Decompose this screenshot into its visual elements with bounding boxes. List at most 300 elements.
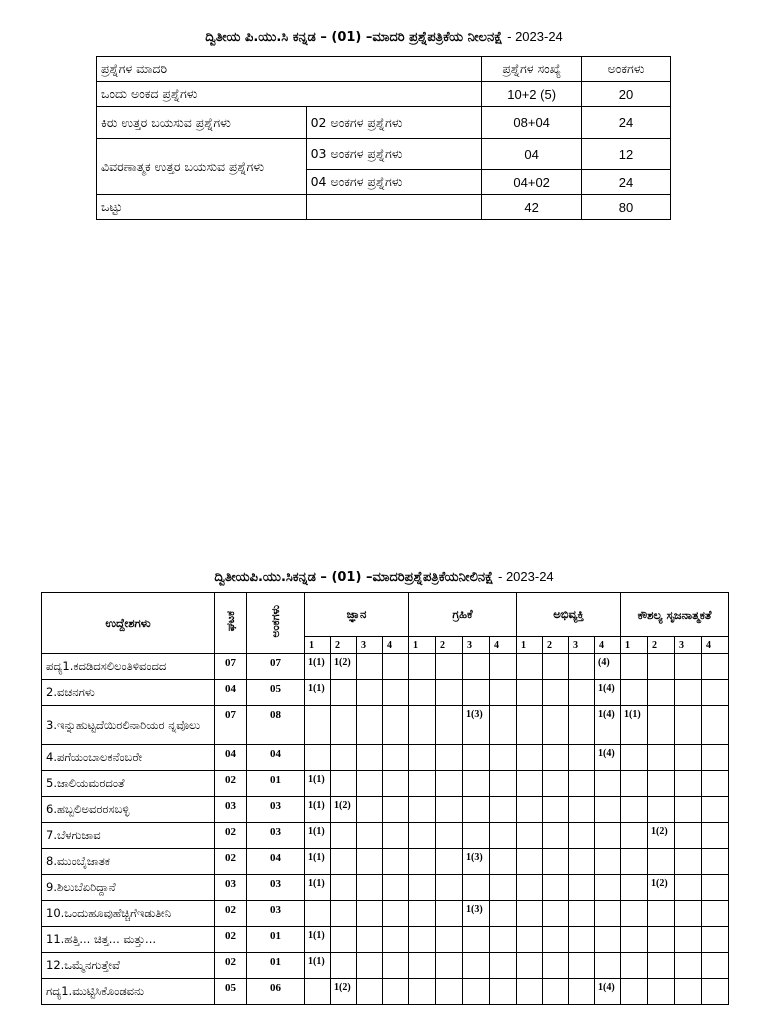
mark-cell	[436, 979, 463, 1005]
mark-cell: 1(1)	[621, 706, 648, 745]
mark-cell	[543, 654, 569, 680]
mark-cell	[675, 680, 702, 706]
marks-count: 03	[247, 875, 305, 901]
header-objectives: ಉದ್ದೇಶಗಳು	[42, 593, 215, 654]
blueprint-table	[41, 592, 729, 1005]
mark-cell	[675, 901, 702, 927]
mark-cell	[331, 680, 357, 706]
mark-cell	[569, 979, 595, 1005]
table-row	[97, 139, 671, 170]
unit-count: 02	[215, 771, 247, 797]
mark-cell	[595, 823, 621, 849]
mark-cell	[569, 875, 595, 901]
total-marks: 80	[582, 195, 671, 220]
mark-cell	[331, 927, 357, 953]
marks-count: 06	[247, 979, 305, 1005]
mark-cell	[648, 654, 675, 680]
subcolumn-header: 1	[517, 637, 543, 654]
mark-cell	[383, 797, 409, 823]
header-units: ಘಟಕ	[224, 611, 237, 632]
mark-cell	[331, 901, 357, 927]
lesson-name: 2.ವಚನಗಳು	[42, 680, 215, 706]
mark-cell: (4)	[595, 654, 621, 680]
mark-cell	[436, 771, 463, 797]
mark-cell	[543, 979, 569, 1005]
mark-cell: 1(1)	[305, 797, 331, 823]
marks-count: 04	[247, 745, 305, 771]
mark-cell	[436, 953, 463, 979]
mark-cell	[569, 901, 595, 927]
mark-cell	[463, 953, 490, 979]
mark-cell	[621, 875, 648, 901]
mark-cell	[569, 706, 595, 745]
mark-cell	[463, 654, 490, 680]
mark-cell	[621, 927, 648, 953]
subcolumn-header: 3	[675, 637, 702, 654]
lesson-name: 10.ಒಂದುಹೂವುಹೆಚ್ಚಿಗೆಇಡುತೀನಿ	[42, 901, 215, 927]
mark-cell	[543, 797, 569, 823]
mark-cell	[517, 654, 543, 680]
mark-cell	[357, 745, 383, 771]
mark-cell	[490, 901, 517, 927]
question-type: ಒಂದು ಅಂಕದ ಪ್ರಶ್ನೆಗಳು	[97, 82, 482, 107]
mark-cell	[409, 927, 436, 953]
mark-cell: 1(1)	[305, 823, 331, 849]
table-row	[42, 797, 729, 823]
mark-cell	[463, 875, 490, 901]
mark-cell	[702, 979, 729, 1005]
mark-cell	[675, 979, 702, 1005]
mark-cell	[463, 927, 490, 953]
mark-cell	[702, 654, 729, 680]
mark-cell	[409, 771, 436, 797]
mark-cell	[648, 953, 675, 979]
mark-cell	[357, 654, 383, 680]
mark-cell: 1(3)	[463, 901, 490, 927]
mark-cell: 1(4)	[595, 979, 621, 1005]
unit-count: 02	[215, 927, 247, 953]
mark-cell	[357, 927, 383, 953]
mark-cell	[409, 823, 436, 849]
mark-cell	[409, 875, 436, 901]
table-row	[42, 680, 729, 706]
mark-cell	[436, 706, 463, 745]
mark-cell	[436, 875, 463, 901]
unit-count: 05	[215, 979, 247, 1005]
mark-cell	[648, 927, 675, 953]
subcolumn-header: 4	[595, 637, 621, 654]
mark-cell	[517, 901, 543, 927]
mark-cell	[383, 654, 409, 680]
mark-cell	[463, 680, 490, 706]
mark-cell	[675, 953, 702, 979]
mark-cell	[357, 771, 383, 797]
marks-count: 08	[247, 706, 305, 745]
mark-cell	[648, 745, 675, 771]
mark-cell	[517, 771, 543, 797]
mark-cell: 1(4)	[595, 680, 621, 706]
mark-cell	[569, 849, 595, 875]
unit-count: 02	[215, 901, 247, 927]
table-row	[97, 107, 671, 139]
mark-cell	[436, 849, 463, 875]
mark-cell	[490, 979, 517, 1005]
mark-cell	[517, 927, 543, 953]
mark-cell	[490, 875, 517, 901]
mark-cell	[463, 745, 490, 771]
header-understanding: ಗ್ರಹಿಕೆ	[409, 593, 517, 637]
mark-cell	[543, 771, 569, 797]
mark-cell	[543, 823, 569, 849]
blueprint-year: - 2023-24	[498, 569, 554, 584]
marks-count: 04	[247, 849, 305, 875]
mark-cell	[490, 680, 517, 706]
mark-cell	[543, 927, 569, 953]
mark-cell	[702, 901, 729, 927]
unit-count: 02	[215, 953, 247, 979]
mark-cell	[383, 927, 409, 953]
question-type: ಕಿರು ಉತ್ತರ ಬಯಸುವ ಪ್ರಶ್ನೆಗಳು	[97, 107, 307, 139]
marks-count: 07	[247, 654, 305, 680]
header-question-count: ಪ್ರಶ್ನೆಗಳ ಸಂಖ್ಯೆ	[482, 57, 582, 82]
mark-cell	[383, 953, 409, 979]
marks-count: 03	[247, 901, 305, 927]
mark-cell	[543, 849, 569, 875]
mark-cell: 1(1)	[305, 953, 331, 979]
mark-cell	[702, 771, 729, 797]
mark-cell	[383, 979, 409, 1005]
subcolumn-header: 3	[357, 637, 383, 654]
mark-cell	[517, 706, 543, 745]
table-row	[42, 979, 729, 1005]
mark-cell	[621, 953, 648, 979]
mark-cell	[569, 797, 595, 823]
mark-cell	[490, 706, 517, 745]
header-expression: ಅಭಿವ್ಯಕ್ತಿ	[517, 593, 621, 637]
mark-cell	[331, 953, 357, 979]
marks-value: 24	[582, 170, 671, 195]
table-row	[42, 849, 729, 875]
unit-count: 07	[215, 706, 247, 745]
mark-cell	[517, 953, 543, 979]
question-count: 08+04	[482, 107, 582, 139]
unit-count: 07	[215, 654, 247, 680]
mark-cell	[357, 797, 383, 823]
mark-cell	[331, 771, 357, 797]
mark-cell	[648, 680, 675, 706]
total-count: 42	[482, 195, 582, 220]
marks-count: 03	[247, 823, 305, 849]
mark-cell	[702, 797, 729, 823]
mark-cell	[675, 654, 702, 680]
mark-cell	[490, 953, 517, 979]
total-label: ಒಟ್ಟು	[97, 195, 307, 220]
mark-cell	[621, 849, 648, 875]
mark-cell	[490, 823, 517, 849]
mark-cell	[357, 875, 383, 901]
mark-cell	[383, 680, 409, 706]
mark-cell	[409, 953, 436, 979]
question-summary-table	[96, 56, 671, 220]
mark-cell	[569, 927, 595, 953]
unit-count: 03	[215, 875, 247, 901]
lesson-name: 11.ಹತ್ತಿ... ಚಿತ್ತ... ಮತ್ತು...	[42, 927, 215, 953]
mark-cell: 1(2)	[331, 797, 357, 823]
mark-cell	[675, 797, 702, 823]
lesson-name: 9.ಶಿಲುಬೆಏರಿದ್ದಾನೆ	[42, 875, 215, 901]
unit-count: 04	[215, 745, 247, 771]
mark-cell	[675, 875, 702, 901]
table-row	[42, 901, 729, 927]
mark-cell	[543, 953, 569, 979]
mark-cell	[675, 706, 702, 745]
mark-cell	[305, 745, 331, 771]
mark-cell	[595, 875, 621, 901]
marks-count: 01	[247, 771, 305, 797]
table-total-row	[97, 195, 671, 220]
table-row	[42, 654, 729, 680]
table-row	[42, 875, 729, 901]
mark-cell: 1(1)	[305, 771, 331, 797]
marks-count: 03	[247, 797, 305, 823]
mark-cell	[331, 706, 357, 745]
lesson-name: 5.ಜಾಲಿಯಮರದಂತೆ	[42, 771, 215, 797]
mark-cell	[436, 654, 463, 680]
mark-cell	[409, 979, 436, 1005]
table-header-row	[97, 57, 671, 82]
mark-cell	[702, 875, 729, 901]
mark-cell	[383, 823, 409, 849]
summary-title: ದ್ವಿತೀಯ ಪಿ.ಯು.ಸಿ ಕನ್ನಡ – (01) –ಮಾದರಿ ಪ್ರಶ್ನೆಪತ್ರಿಕೆಯ ನೀಲನಕ್ಷೆ - 2023-24	[205, 29, 563, 45]
mark-cell	[675, 745, 702, 771]
mark-cell	[543, 745, 569, 771]
marks-value: 20	[582, 82, 671, 107]
marks-count: 01	[247, 927, 305, 953]
mark-cell	[357, 849, 383, 875]
mark-cell	[702, 953, 729, 979]
subcolumn-header: 4	[702, 637, 729, 654]
mark-cell	[569, 680, 595, 706]
mark-cell	[702, 849, 729, 875]
mark-cell	[517, 680, 543, 706]
mark-cell	[305, 979, 331, 1005]
header-question-type: ಪ್ರಶ್ನೆಗಳ ಮಾದರಿ	[97, 57, 482, 82]
mark-cell	[595, 927, 621, 953]
mark-cell	[517, 849, 543, 875]
mark-cell: 1(2)	[331, 979, 357, 1005]
unit-count: 04	[215, 680, 247, 706]
mark-cell	[543, 901, 569, 927]
subcolumn-header: 1	[305, 637, 331, 654]
mark-cell: 1(2)	[648, 875, 675, 901]
mark-cell	[648, 979, 675, 1005]
mark-cell	[331, 823, 357, 849]
mark-cell	[357, 823, 383, 849]
lesson-name: 12.ಒಮ್ಮೆನಗುತ್ತೇವೆ	[42, 953, 215, 979]
mark-cell	[621, 654, 648, 680]
unit-count: 02	[215, 849, 247, 875]
mark-cell	[621, 979, 648, 1005]
mark-cell	[409, 901, 436, 927]
mark-cell	[436, 823, 463, 849]
mark-cell	[621, 823, 648, 849]
mark-cell	[675, 823, 702, 849]
subcolumn-header: 1	[621, 637, 648, 654]
mark-cell	[621, 771, 648, 797]
mark-cell	[305, 706, 331, 745]
question-count: 04+02	[482, 170, 582, 195]
mark-cell	[436, 745, 463, 771]
mark-cell	[569, 953, 595, 979]
lesson-name: ಗದ್ಯ1.ಮುಟ್ಟಿಸಿಕೊಂಡವನು	[42, 979, 215, 1005]
mark-cell	[409, 745, 436, 771]
table-row	[42, 953, 729, 979]
mark-cell	[409, 680, 436, 706]
mark-cell	[517, 979, 543, 1005]
mark-cell	[543, 680, 569, 706]
marks-count: 05	[247, 680, 305, 706]
mark-cell	[517, 745, 543, 771]
subcolumn-header: 1	[409, 637, 436, 654]
mark-cell	[305, 901, 331, 927]
mark-cell	[648, 771, 675, 797]
question-subtype: 03 ಅಂಕಗಳ ಪ್ರಶ್ನೆಗಳು	[306, 139, 482, 170]
mark-cell: 1(1)	[305, 680, 331, 706]
mark-cell	[569, 745, 595, 771]
marks-value: 12	[582, 139, 671, 170]
lesson-name: 8.ಮುಂಬೈಜಾತಕ	[42, 849, 215, 875]
mark-cell	[383, 706, 409, 745]
mark-cell	[595, 771, 621, 797]
subcolumn-header: 4	[383, 637, 409, 654]
mark-cell	[702, 706, 729, 745]
mark-cell	[595, 953, 621, 979]
mark-cell: 1(4)	[595, 706, 621, 745]
mark-cell	[357, 979, 383, 1005]
mark-cell	[436, 797, 463, 823]
mark-cell	[702, 745, 729, 771]
mark-cell	[463, 823, 490, 849]
subcolumn-header: 4	[490, 637, 517, 654]
unit-count: 02	[215, 823, 247, 849]
table-row	[42, 927, 729, 953]
mark-cell	[357, 706, 383, 745]
mark-cell	[595, 901, 621, 927]
mark-cell: 1(4)	[595, 745, 621, 771]
mark-cell	[569, 823, 595, 849]
mark-cell: 1(1)	[305, 875, 331, 901]
lesson-name: 7.ಬೆಳಗುಜಾವ	[42, 823, 215, 849]
mark-cell	[409, 797, 436, 823]
lesson-name: 4.ಪಗೆಯಂಬಾಲಕನೆಂಬರೇ	[42, 745, 215, 771]
header-knowledge: ಜ್ಞಾನ	[305, 593, 409, 637]
blueprint-body	[42, 654, 729, 1005]
mark-cell	[331, 849, 357, 875]
mark-cell	[569, 654, 595, 680]
mark-cell	[702, 823, 729, 849]
mark-cell: 1(1)	[305, 654, 331, 680]
mark-cell	[383, 901, 409, 927]
table-row	[97, 82, 671, 107]
mark-cell	[357, 680, 383, 706]
mark-cell	[490, 849, 517, 875]
mark-cell	[357, 901, 383, 927]
mark-cell	[490, 771, 517, 797]
table-row	[42, 745, 729, 771]
mark-cell: 1(1)	[305, 927, 331, 953]
mark-cell	[675, 771, 702, 797]
mark-cell	[517, 875, 543, 901]
mark-cell	[543, 875, 569, 901]
question-count: 04	[482, 139, 582, 170]
mark-cell: 1(1)	[305, 849, 331, 875]
mark-cell	[383, 875, 409, 901]
mark-cell	[621, 745, 648, 771]
mark-cell	[675, 849, 702, 875]
lesson-name: 3.ಇನ್ನುಹುಟ್ಟದೆಯಿರಲಿನಾರಿಯರ ನ್ನವೊಲು	[42, 706, 215, 745]
mark-cell	[675, 927, 702, 953]
lesson-name: 6.ಹಬ್ಬಲಿಅವರರಸಬಳ್ಳಿ	[42, 797, 215, 823]
unit-count: 03	[215, 797, 247, 823]
mark-cell	[436, 901, 463, 927]
mark-cell: 1(3)	[463, 706, 490, 745]
mark-cell	[595, 849, 621, 875]
mark-cell	[702, 927, 729, 953]
question-subtype: 02 ಅಂಕಗಳ ಪ್ರಶ್ನೆಗಳು	[306, 107, 482, 139]
mark-cell	[517, 797, 543, 823]
question-type: ವಿವರಣಾತ್ಮಕ ಉತ್ತರ ಬಯಸುವ ಪ್ರಶ್ನೆಗಳು	[97, 139, 307, 195]
mark-cell	[436, 680, 463, 706]
subcolumn-header: 3	[569, 637, 595, 654]
header-skill: ಕೌಶಲ್ಯ ಸೃಜನಾತ್ಮಕತೆ	[621, 593, 729, 637]
mark-cell: 1(3)	[463, 849, 490, 875]
header-marks: ಅಂಕಗಳು	[269, 605, 282, 638]
mark-cell	[621, 680, 648, 706]
mark-cell	[490, 745, 517, 771]
table-row	[42, 706, 729, 745]
subcolumn-header: 2	[331, 637, 357, 654]
mark-cell	[383, 849, 409, 875]
table-row	[42, 771, 729, 797]
mark-cell	[357, 953, 383, 979]
mark-cell: 1(2)	[331, 654, 357, 680]
mark-cell	[543, 706, 569, 745]
blueprint-header-row	[42, 593, 729, 637]
subcolumn-header: 2	[543, 637, 569, 654]
mark-cell	[648, 797, 675, 823]
mark-cell	[409, 706, 436, 745]
mark-cell	[648, 706, 675, 745]
marks-value: 24	[582, 107, 671, 139]
mark-cell	[517, 823, 543, 849]
mark-cell	[436, 927, 463, 953]
question-count: 10+2 (5)	[482, 82, 582, 107]
mark-cell	[595, 797, 621, 823]
mark-cell	[383, 771, 409, 797]
mark-cell	[463, 771, 490, 797]
mark-cell	[409, 654, 436, 680]
mark-cell	[383, 745, 409, 771]
mark-cell	[490, 927, 517, 953]
mark-cell	[331, 745, 357, 771]
mark-cell	[490, 797, 517, 823]
mark-cell	[331, 875, 357, 901]
lesson-name: ಪದ್ಯ1.ಕದಡಿದಸಲಿಲಂತಿಳಿವಂದದ	[42, 654, 215, 680]
mark-cell	[569, 771, 595, 797]
mark-cell	[409, 849, 436, 875]
subcolumn-header: 2	[436, 637, 463, 654]
summary-year: - 2023-24	[507, 29, 563, 44]
